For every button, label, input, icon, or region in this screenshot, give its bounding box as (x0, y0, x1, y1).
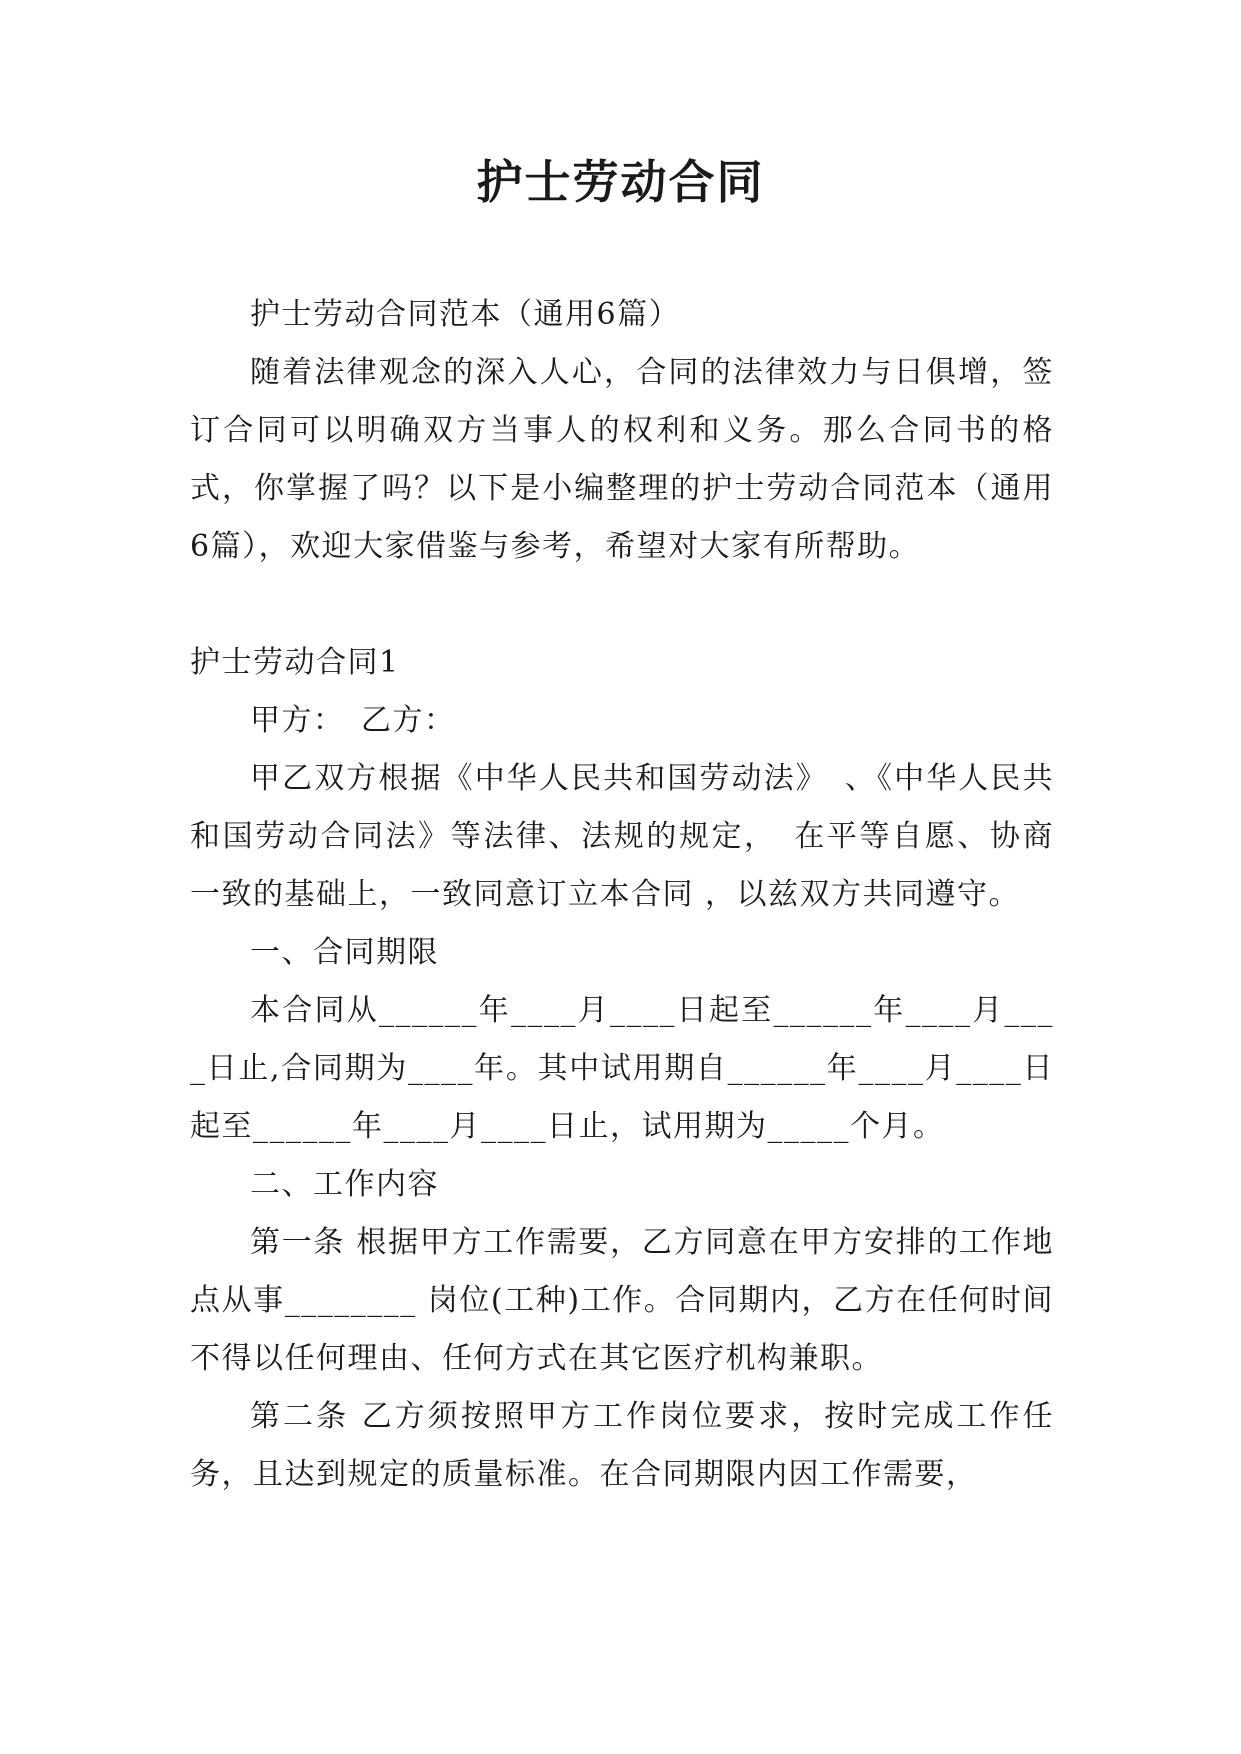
document-body (190, 286, 1054, 1504)
clause-heading: 一、合同期限 (250, 935, 439, 970)
intro-paragraph: 随着法律观念的深入人心，合同的法律效力与日俱增，签订合同可以明确双方当事人的权利和义务。那么合同书的格式，你掌握了吗？以下是小编整理的护士劳动合同范本（通用6篇），欢迎大家借鉴与参考，希望对大家有所帮助。 (190, 355, 1054, 564)
document-title: 护士劳动合同 (476, 155, 765, 209)
clause-heading: 二、工作内容 (250, 1167, 439, 1202)
section-heading: 护士劳动合同1 (190, 645, 400, 680)
parties-line: 甲方： 乙方： (250, 703, 456, 738)
contract-basis-paragraph: 甲乙双方根据《中华人民共和国劳动法》 、《中华人民共和国劳动合同法》等法律、法规的规定， 在平等自愿、协商一致的基础上，一致同意订立本合同 ，以兹双方共同遵守。 (190, 761, 1054, 912)
contract-term-paragraph: 本合同从______年____月____日起至______年____月____日止,合同期为____年。其中试用期自______年____月____日起至______年____月____日止，试用期为_____个月。 (190, 993, 1054, 1144)
article-paragraph: 第二条 乙方须按照甲方工作岗位要求，按时完成工作任务，且达到规定的质量标准。在合同期限内因工作需要， (190, 1399, 1054, 1492)
paragraph-gap (190, 576, 1054, 634)
article-paragraph: 第一条 根据甲方工作需要，乙方同意在甲方安排的工作地点从事________ 岗位(工种)工作。合同期内，乙方在任何时间不得以任何理由、任何方式在其它医疗机构兼职。 (190, 1225, 1054, 1376)
document-subtitle: 护士劳动合同范本（通用6篇） (250, 297, 681, 332)
